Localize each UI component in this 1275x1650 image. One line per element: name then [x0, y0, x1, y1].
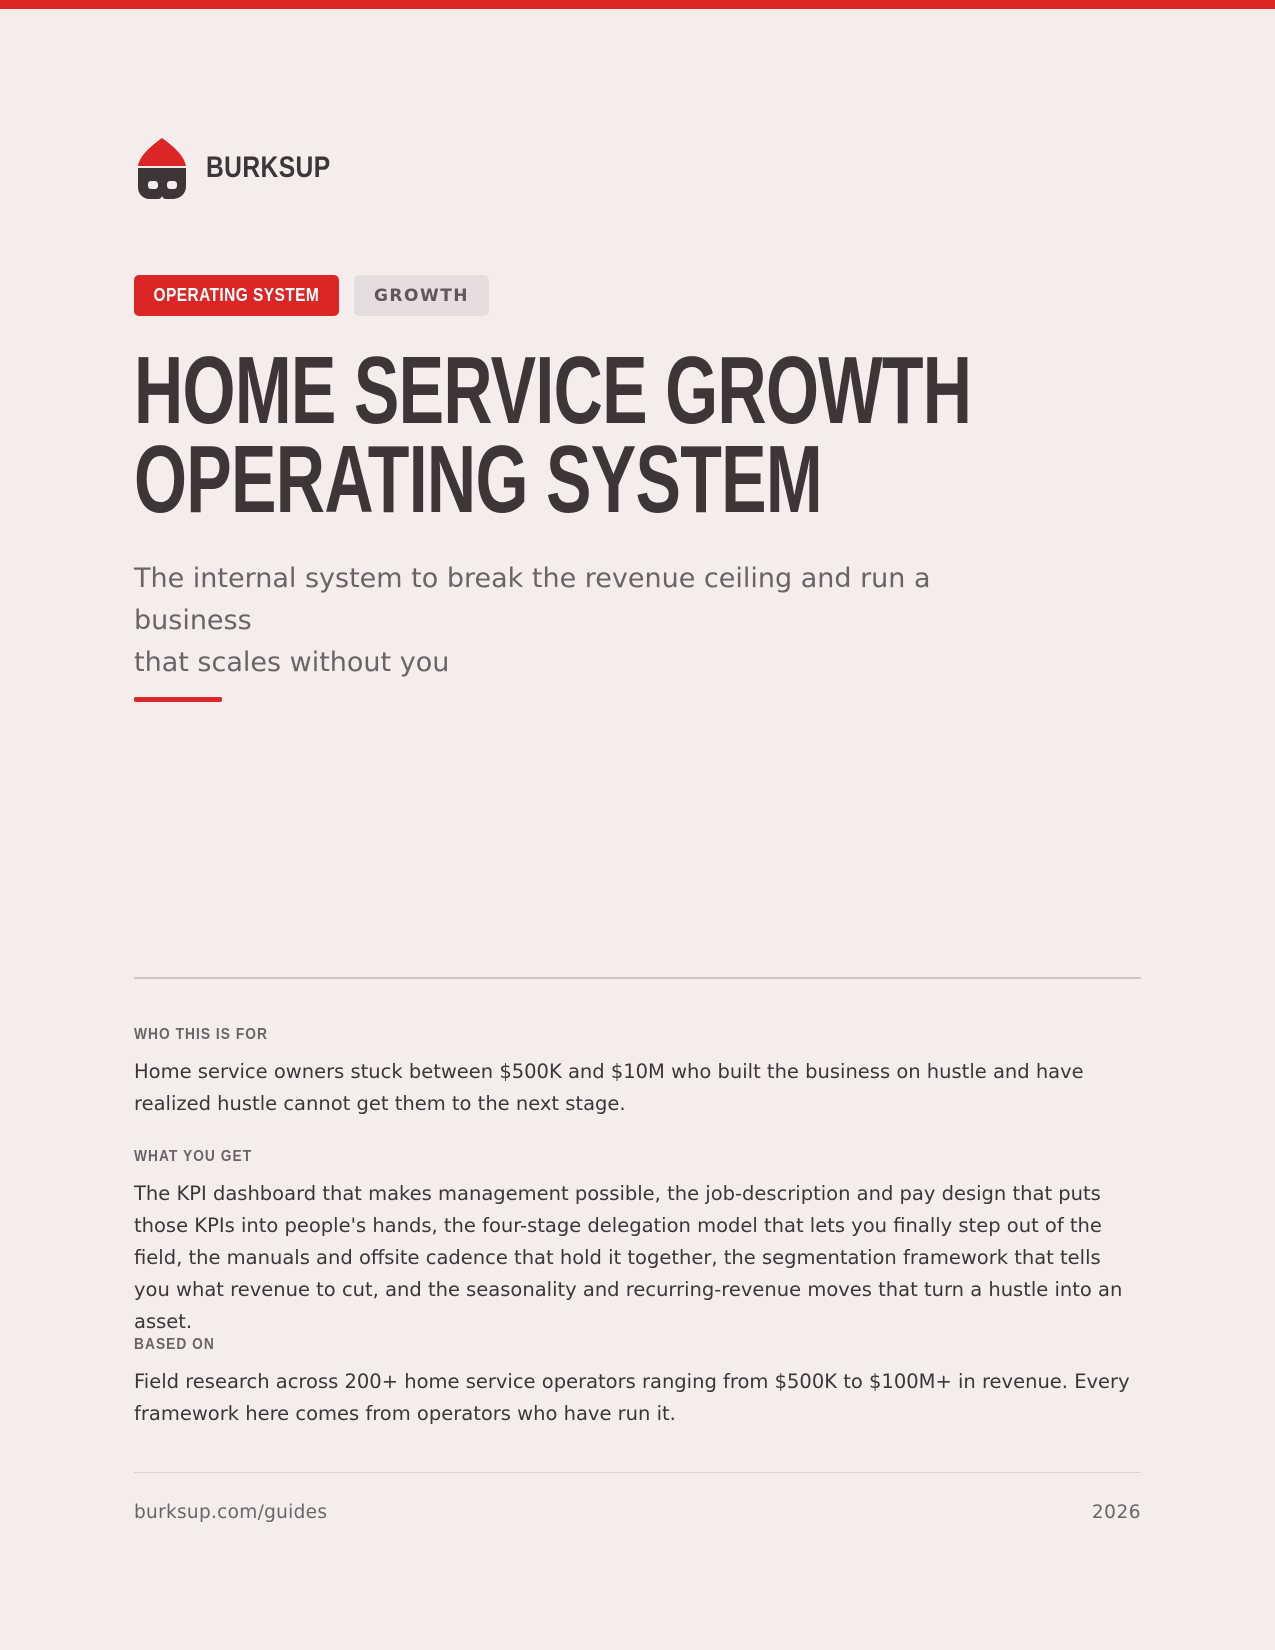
cover-page	[134, 0, 1141, 1650]
section-label: WHAT YOU GET	[134, 1148, 253, 1165]
subtitle	[134, 558, 1034, 684]
footer-url[interactable]: burksup.com/guides	[134, 1502, 328, 1523]
burksup-logo-icon	[134, 136, 190, 200]
section-based-on	[134, 1336, 1141, 1430]
footer-year: 2026	[1091, 1502, 1141, 1523]
tag-operating-system-label: OPERATING SYSTEM	[153, 285, 320, 305]
tag-growth: GROWTH	[354, 275, 489, 316]
section-who-this-is-for	[134, 1026, 1141, 1120]
subtitle-line-2: that scales without you	[134, 647, 450, 678]
title-line-2: OPERATING SYSTEM	[134, 426, 822, 533]
tag-operating-system	[134, 275, 339, 316]
section-body: The KPI dashboard that makes management possible, the job-description and pay design that puts those KPIs into people's hands, the four-stage delegation model that lets you finally step out of the field, the manuals and offsite cadence that hold it together, the segmentation framework that tells you what revenue to cut, and the seasonality and recurring-revenue moves that turn a hustle into an asset.	[134, 1182, 1123, 1333]
section-label: WHO THIS IS FOR	[134, 1026, 268, 1043]
category-tags	[134, 275, 489, 316]
section-what-you-get	[134, 1148, 1141, 1338]
section-label: BASED ON	[134, 1336, 215, 1353]
brand-name: BURKSUP	[206, 151, 331, 184]
title-line-1: HOME SERVICE GROWTH	[134, 337, 972, 444]
section-body: Field research across 200+ home service operators ranging from $500K to $100M+ in revenue. Every framework here comes from operators who have run it.	[134, 1370, 1130, 1425]
footer-divider	[134, 1472, 1141, 1473]
brand-header	[134, 136, 358, 200]
section-body: Home service owners stuck between $500K and $10M who built the business on hustle and have realized hustle cannot get them to the next stage.	[134, 1060, 1084, 1115]
accent-rule	[134, 697, 222, 702]
subtitle-line-1: The internal system to break the revenue ceiling and run a business	[134, 563, 931, 636]
section-divider	[134, 977, 1141, 979]
page-title	[134, 337, 1234, 533]
